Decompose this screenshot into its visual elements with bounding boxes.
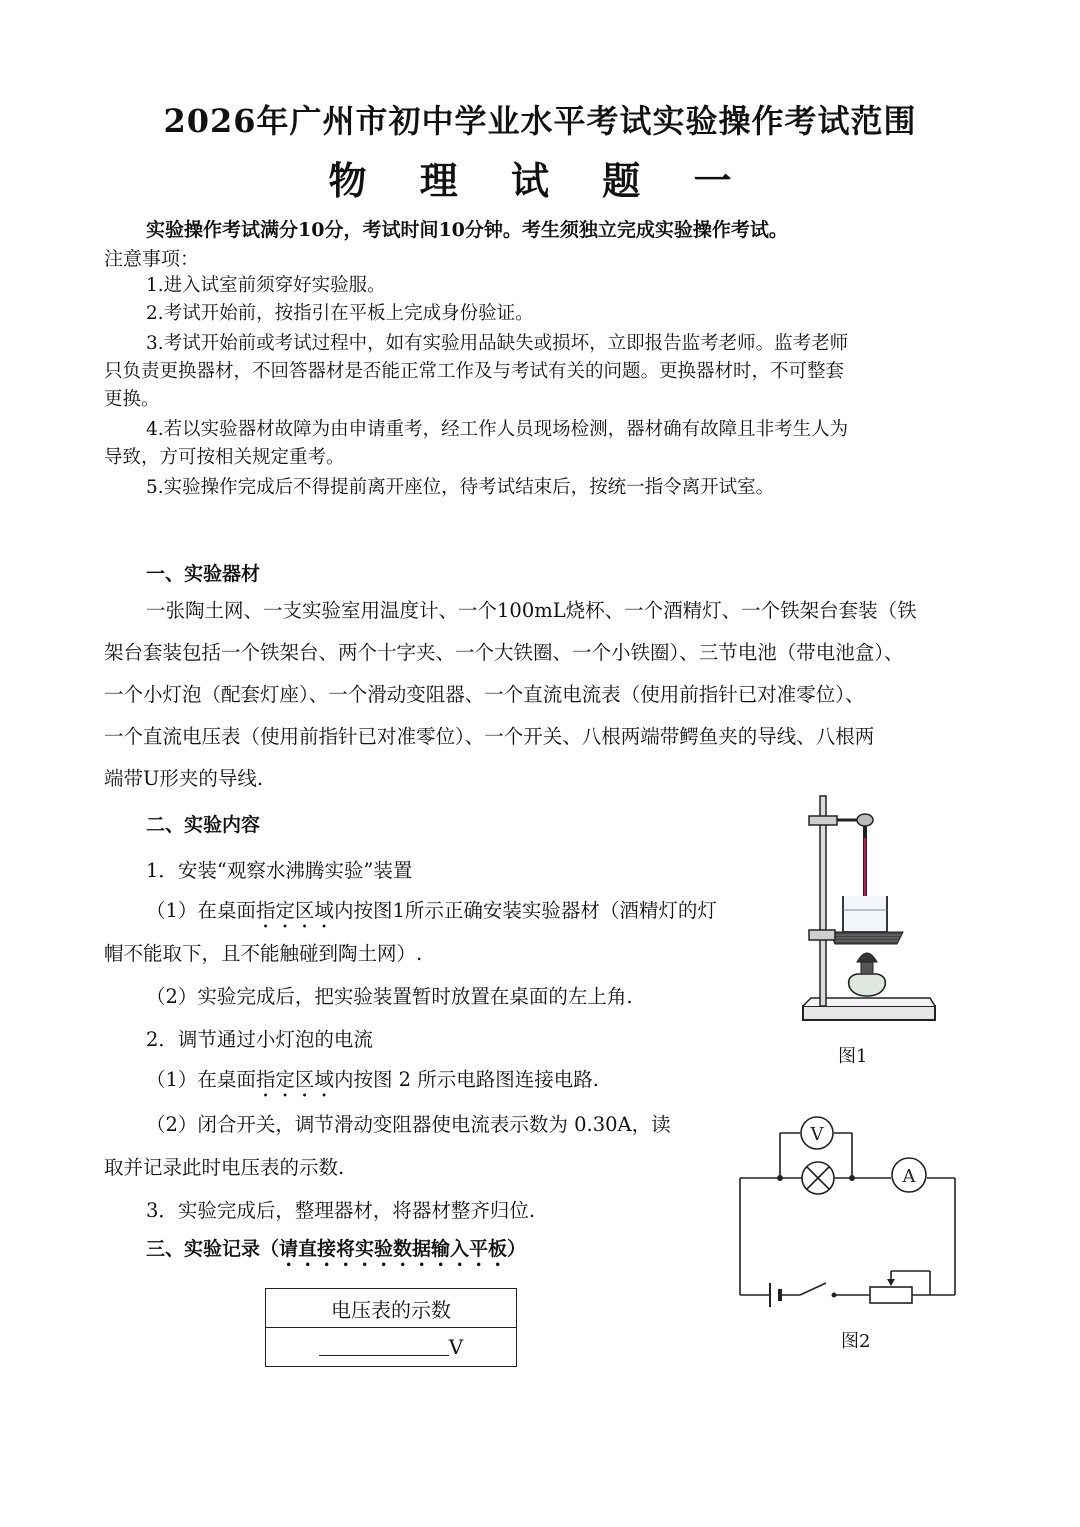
notice-item-3-line-3: 更换。 bbox=[104, 389, 160, 410]
intro-text: 实验操作考试满分10分，考试时间10分钟。考生须独立完成实验操作考试。 bbox=[146, 219, 788, 241]
step-1-title: 1．安装“观察水沸腾实验”装置 bbox=[146, 859, 413, 882]
record-table bbox=[265, 1288, 517, 1367]
notice-item-2: 2.考试开始前，按指引在平板上完成身份验证。 bbox=[146, 303, 534, 324]
answer-blank bbox=[319, 1335, 449, 1356]
ammeter-label: A bbox=[902, 1166, 916, 1187]
notice-item-4-line-1: 4.若以实验器材故障为由申请重考，经工作人员现场检测，器材确有故障且非考生人为 bbox=[146, 419, 849, 440]
step-2-1 bbox=[146, 1064, 599, 1102]
step-1-1-continued: 帽不能取下，且不能触碰到陶土网）. bbox=[104, 942, 423, 965]
section-3-heading bbox=[146, 1234, 526, 1271]
step-2-2-continued: 取并记录此时电压表的示数. bbox=[104, 1156, 345, 1179]
figure-2-caption: 图2 bbox=[841, 1331, 871, 1352]
section-1-line-1: 一张陶土网、一支实验室用温度计、一个100mL烧杯、一个酒精灯、一个铁架台套装（铁 bbox=[146, 599, 917, 622]
voltmeter-label: V bbox=[810, 1124, 824, 1145]
page-title: 2026年广州市初中学业水平考试实验操作考试范围 bbox=[163, 102, 917, 140]
step-2-1-part-b: 内按图 2 所示电路图连接电路. bbox=[333, 1068, 599, 1091]
step-1-2: （2）实验完成后，把实验装置暂时放置在桌面的左上角. bbox=[146, 985, 633, 1008]
figure-1-boiling-apparatus bbox=[795, 792, 940, 1032]
notice-heading: 注意事项： bbox=[104, 248, 200, 270]
step-3: 3．实验完成后，整理器材，将器材整齐归位. bbox=[146, 1199, 536, 1222]
section-1-line-5: 端带U形夹的导线. bbox=[104, 767, 264, 790]
figure-1-caption: 图1 bbox=[838, 1046, 868, 1067]
section-1-line-3: 一个小灯泡（配套灯座）、一个滑动变阻器、一个直流电流表（使用前指针已对准零位）、 bbox=[104, 683, 865, 706]
notice-item-1: 1.进入试室前须穿好实验服。 bbox=[146, 275, 386, 296]
step-2-1-part-a: （1）在桌面 bbox=[146, 1068, 256, 1091]
section-1-line-4: 一个直流电压表（使用前指针已对准零位）、一个开关、八根两端带鳄鱼夹的导线、八根两 bbox=[104, 725, 875, 748]
record-table-header: 电压表的示数 bbox=[266, 1289, 517, 1328]
step-1-1 bbox=[146, 895, 717, 933]
section-3-heading-main: 三、实验记录 bbox=[146, 1238, 261, 1260]
voltage-unit: V bbox=[448, 1335, 464, 1359]
step-1-1-part-b: 内按图1所示正确安装实验器材（酒精灯的灯 bbox=[333, 899, 717, 922]
section-2-heading: 二、实验内容 bbox=[146, 814, 261, 836]
step-2-title: 2．调节通过小灯泡的电流 bbox=[146, 1028, 373, 1051]
figure-2-circuit bbox=[730, 1115, 970, 1315]
section-3-heading-emphasis: （请直接将实验数据输入平板） bbox=[260, 1238, 527, 1260]
section-1-line-2: 架台套装包括一个铁架台、两个十字夹、一个大铁圈、一个小铁圈）、三节电池（带电池盒）、 bbox=[104, 641, 904, 664]
notice-item-3-line-1: 3.考试开始前或考试过程中，如有实验用品缺失或损坏，立即报告监考老师。监考老师 bbox=[146, 333, 849, 354]
page-subtitle: 物 理 试 题 一 bbox=[328, 158, 752, 203]
step-1-1-part-a: （1）在桌面 bbox=[146, 899, 256, 922]
step-2-1-emphasis: 指定区域 bbox=[255, 1068, 334, 1091]
notice-item-3-line-2: 只负责更换器材，不回答器材是否能正常工作及与考试有关的问题。更换器材时，不可整套 bbox=[104, 361, 845, 382]
notice-item-4-line-2: 导致，方可按相关规定重考。 bbox=[104, 447, 345, 468]
step-1-1-emphasis: 指定区域 bbox=[255, 899, 334, 922]
notice-item-5: 5.实验操作完成后不得提前离开座位，待考试结束后，按统一指令离开试室。 bbox=[146, 477, 775, 498]
section-1-heading: 一、实验器材 bbox=[146, 563, 261, 585]
record-table-value-cell[interactable] bbox=[266, 1328, 517, 1367]
step-2-2: （2）闭合开关，调节滑动变阻器使电流表示数为 0.30A，读 bbox=[146, 1113, 671, 1136]
